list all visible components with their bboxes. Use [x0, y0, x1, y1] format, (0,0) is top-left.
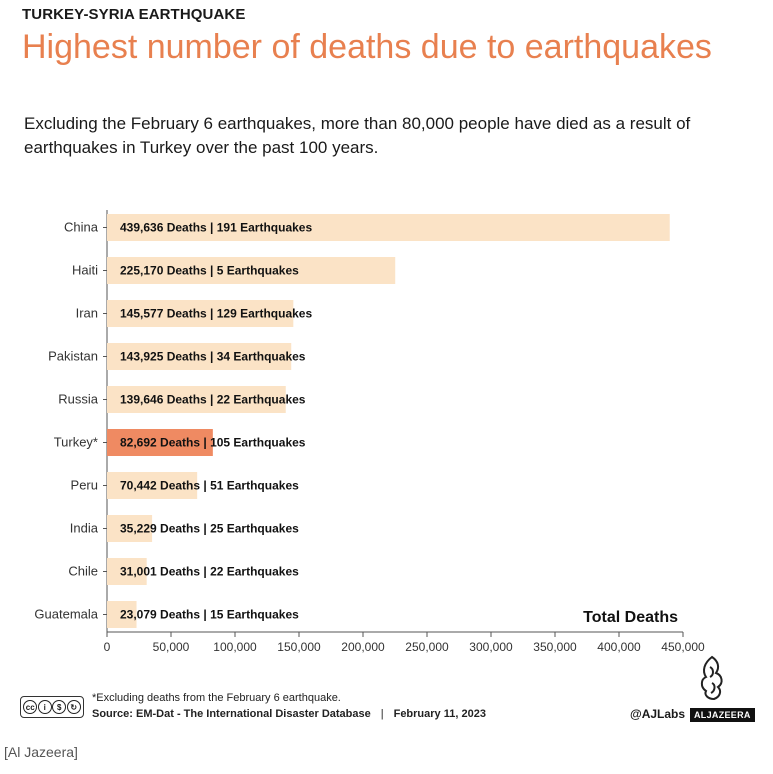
brand-wordmark: ALJAZEERA [690, 708, 755, 722]
separator: | [380, 708, 384, 720]
data-label: 439,636 Deaths | 191 Earthquakes [120, 220, 313, 235]
data-label: 31,001 Deaths | 22 Earthquakes [120, 564, 299, 579]
cc-icon: cc [23, 700, 37, 714]
category-label: Turkey* [53, 434, 98, 450]
data-label: 143,925 Deaths | 34 Earthquakes [120, 349, 306, 364]
x-tick-label: 100,000 [213, 640, 257, 654]
data-label: 35,229 Deaths | 25 Earthquakes [120, 521, 299, 536]
nc-icon: $ [52, 700, 66, 714]
data-label: 225,170 Deaths | 5 Earthquakes [120, 263, 299, 278]
x-tick-label: 400,000 [597, 640, 641, 654]
x-tick-label: 300,000 [469, 640, 513, 654]
category-label: Haiti [71, 262, 98, 278]
source-text: Source: EM-Dat - The International Disaster Database [92, 708, 371, 720]
category-label: Chile [68, 563, 98, 579]
category-label: Peru [70, 477, 98, 493]
creative-commons-icon [20, 696, 84, 718]
data-label: 23,079 Deaths | 15 Earthquakes [120, 607, 299, 622]
sa-icon: ↻ [67, 700, 81, 714]
kicker: TURKEY-SYRIA EARTHQUAKE [22, 6, 246, 23]
x-tick-label: 150,000 [277, 640, 321, 654]
data-label: 82,692 Deaths | 105 Earthquakes [120, 435, 306, 450]
category-label: Iran [75, 305, 98, 321]
x-tick-label: 200,000 [341, 640, 385, 654]
category-label: India [69, 520, 98, 536]
by-icon: i [38, 700, 52, 714]
category-label: Russia [58, 391, 98, 407]
data-label: 139,646 Deaths | 22 Earthquakes [120, 392, 306, 407]
category-label: Guatemala [34, 606, 98, 622]
aljazeera-logo-icon [692, 655, 732, 701]
data-label: 70,442 Deaths | 51 Earthquakes [120, 478, 299, 493]
bar-chart [0, 195, 773, 665]
x-tick-label: 450,000 [661, 640, 705, 654]
image-credit: [Al Jazeera] [4, 744, 78, 760]
publish-date: February 11, 2023 [393, 708, 486, 720]
handle: @AJLabs [630, 707, 686, 721]
category-label: Pakistan [48, 348, 98, 364]
chart-subtitle: Excluding the February 6 earthquakes, more than 80,000 people have died as a result of earthquakes in Turkey over the past 100 years. [24, 114, 691, 157]
x-tick-label: 50,000 [152, 640, 190, 654]
x-tick-label: 350,000 [533, 640, 577, 654]
category-label: China [64, 219, 98, 235]
source-line [92, 708, 486, 720]
footnote: *Excluding deaths from the February 6 earthquake. [92, 692, 341, 704]
x-tick-label: 250,000 [405, 640, 449, 654]
data-label: 145,577 Deaths | 129 Earthquakes [120, 306, 313, 321]
x-axis-title: Total Deaths [583, 609, 678, 626]
x-tick-label: 0 [103, 640, 111, 654]
chart-title: Highest number of deaths due to earthquakes [22, 28, 712, 66]
